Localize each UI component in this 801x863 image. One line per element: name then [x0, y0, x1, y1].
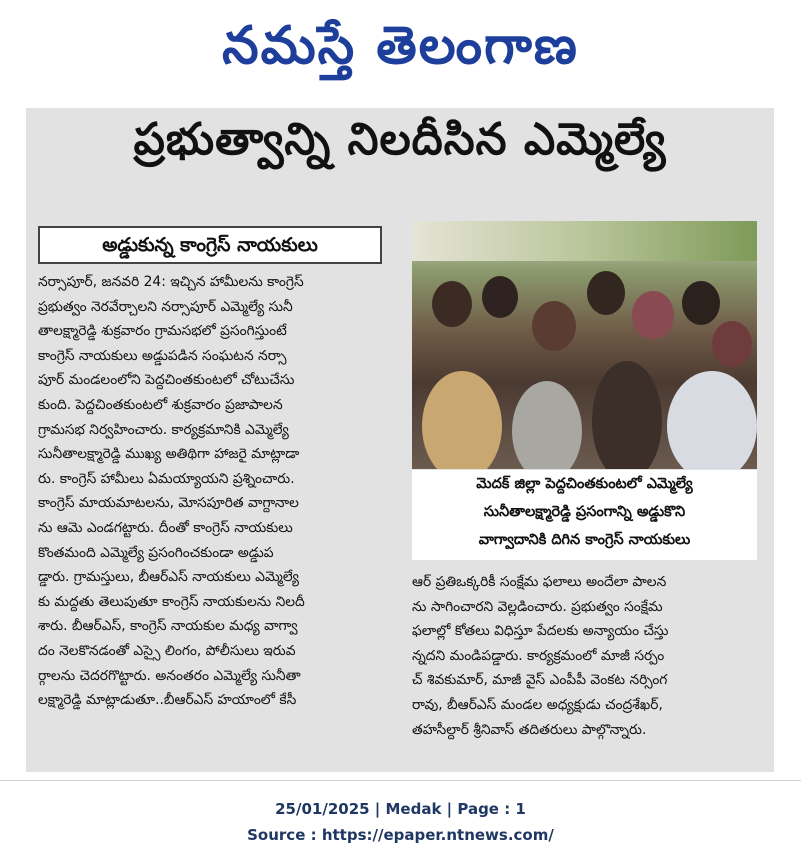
edition-info: 25/01/2025 | Medak | Page : 1: [275, 800, 526, 818]
article-headline: ప్రభుత్వాన్ని నిలదీసిన ఎమ్మెల్యే: [133, 114, 667, 165]
article-body-right-column: ఆర్ ప్రతిఒక్కరికీ సంక్షేమ ఫలాలు అందేలా పాలన ను సాగించారని వెల్లడించారు. ప్రభుత్వం సంక్షేమ ఫలాల్లో కోతలు విధిస్తూ పేదలకు అన్యాయం చేస్తు న్నదని మండిపడ్డారు. కార్యక్రమంలో మాజీ సర్పం చ్ శివకుమార్, మాజీ వైస్ ఎంపీపీ వెంకట నర్సింగ రావు, బీఆర్ఎస్ మండల అధ్యక్షుడు చంద్రశేఖర్, తహసీల్దార్ శ్రీనివాస్ తదితరులు పాల్గొన్నారు.: [412, 574, 669, 738]
article-body-left-column: నర్సాపూర్, జనవరి 24: ఇచ్చిన హామీలను కాంగ్రెస్ ప్రభుత్వం నెరవేర్చాలని నర్సాపూర్ ఎమ్మెల్యే సునీ తాలక్ష్మారెడ్డి శుక్రవారం గ్రామసభలో ప్రసంగిస్తుంటే కాంగ్రెస్ నాయకులు అడ్డుపడిన సంఘటన నర్సా పూర్ మండలంలోని పెద్దచింతకుంటలో చోటుచేసు కుంది. పెద్దచింతకుంటలో శుక్రవారం ప్రజాపాలన గ్రామసభ నిర్వహించారు. కార్యక్రమానికి ఎమ్మెల్యే సునీతాలక్ష్మారెడ్డి ముఖ్య అతిథిగా హాజరై మాట్లాడా రు. కాంగ్రెస్ హామీలు ఏమయ్యాయని ప్రశ్నించారు. కాంగ్రెస్ మాయమాటలను, మోసపూరిత వాగ్దానాల ను ఆమె ఎండగట్టారు. దీంతో కాంగ్రెస్ నాయకులు కొంతమంది ఎమ్మెల్యే ప్రసంగించకుండా అడ్డుప డ్డారు. గ్రామస్తులు, బీఆర్ఎస్ నాయకులు ఎమ్మెల్యే కు మద్దతు తెలుపుతూ కాంగ్రెస్ నాయకులను నిలదీ శారు. బీఆర్ఎస్, కాంగ్రెస్ నాయకుల మధ్య వాగ్వా దం నెలకొనడంతో ఎస్సై లింగం, పోలీసులు ఇరువ ర్గాలను చెదరగొట్టారు. అనంతరం ఎమ్మెల్యే సునీతా లక్ష్మారెడ్డి మాట్లాడుతూ..బీఆర్ఎస్ హయాంలో కేసీ: [38, 274, 305, 709]
masthead-logo: నమస్తే తెలంగాణ: [222, 16, 579, 76]
news-photo: [412, 221, 757, 469]
photo-caption: మెదక్ జిల్లా పెద్దచింతకుంటలో ఎమ్మెల్యే సునీతాలక్ష్మారెడ్డి ప్రసంగాన్ని అడ్డుకొని వాగ్వాదానికి దిగిన కాంగ్రెస్ నాయకులు: [412, 470, 757, 560]
article-subhead: అడ్డుకున్న కాంగ్రెస్ నాయకులు: [38, 226, 382, 264]
footer-divider: [0, 780, 801, 781]
news-article: [26, 108, 774, 772]
source-link[interactable]: Source : https://epaper.ntnews.com/: [247, 826, 554, 844]
